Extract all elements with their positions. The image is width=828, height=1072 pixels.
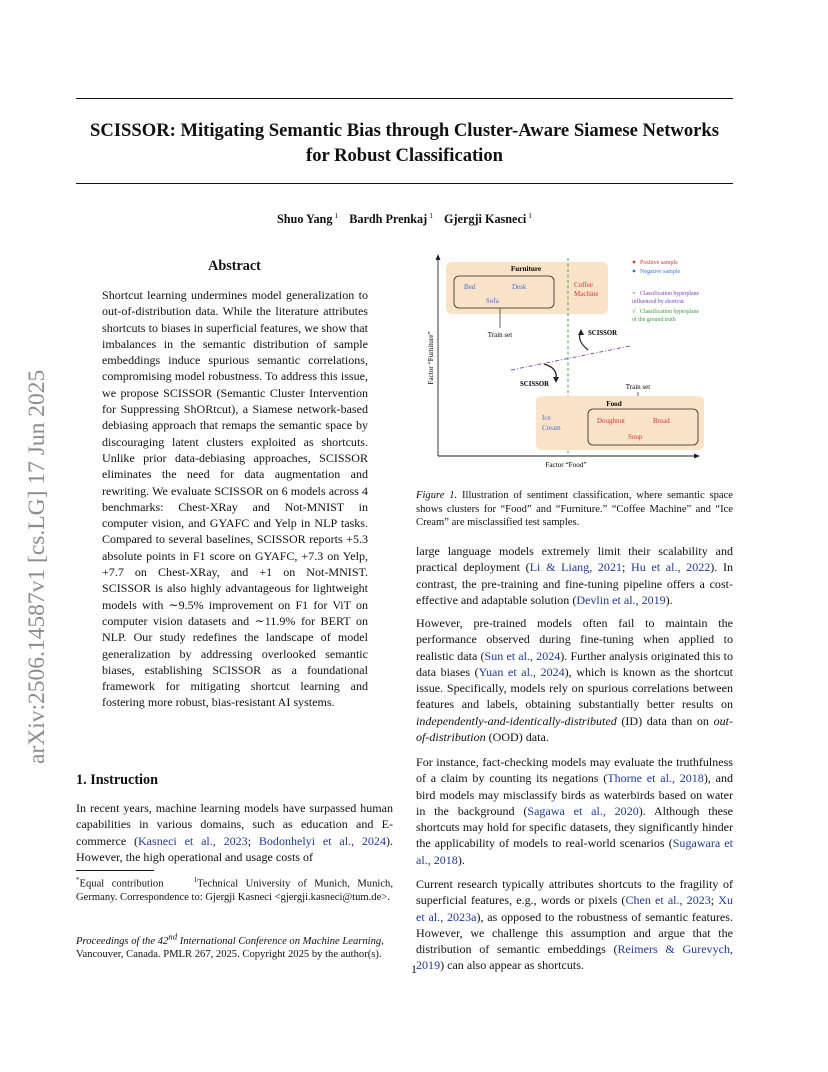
y-axis-arrow-icon xyxy=(436,254,441,260)
citation-link[interactable]: Li & Liang, 2021 xyxy=(529,560,622,575)
citation-link[interactable]: Thorne et al., 2018 xyxy=(607,771,704,786)
author: Bardh Prenkaj $^1$ xyxy=(349,211,433,227)
citation-link[interactable]: Reimers & Gurevych, 2019 xyxy=(416,942,733,973)
train-set-top-label: Train set xyxy=(487,331,513,339)
abstract-heading: Abstract xyxy=(208,258,261,274)
citation-link[interactable]: Sagawa et al., 2020 xyxy=(527,803,639,818)
paper-title xyxy=(76,118,733,168)
figure-1-diagram xyxy=(416,248,733,476)
sample-coffee-line1: Coffee xyxy=(574,281,593,289)
citation-link[interactable]: Devlin et al., 2019 xyxy=(576,592,666,607)
sample-desk: Desk xyxy=(512,283,527,291)
title-top-rule xyxy=(76,98,733,99)
arxiv-side-label: arXiv:2506.14587v1 [cs.LG] 17 Jun 2025 xyxy=(24,369,50,764)
citation-link[interactable]: Sun et al., 2024 xyxy=(484,648,561,663)
citation-link[interactable]: Sugawara et al., 2018 xyxy=(416,836,733,867)
proceedings-note: Proceedings of the 42nd International Conference on Machine Learning, Vancouver, Canada. PMLR 267, 2025. Copyright 2025 by the author(s). xyxy=(76,931,384,961)
legend-shortcut-2: influenced by shortcut xyxy=(632,299,684,305)
section-heading-introduction: 1. Instruction xyxy=(76,772,158,788)
sample-coffee-line2: Machine xyxy=(574,290,599,298)
figure-caption: Figure 1. Illustration of sentiment classification, where semantic space shows clusters for “Food” and “Furniture.” “Coffee Machine” and “Ice Cream” are misclassified test samples. xyxy=(416,490,733,529)
sample-doughnut: Doughnut xyxy=(597,417,625,425)
scissor-bottom-arrowhead-icon xyxy=(553,377,559,383)
sample-sofa: Sofa xyxy=(486,297,499,305)
body-paragraph: Current research typically attributes shortcuts to the fragility of superficial features, e.g., words or pixels (Chen et al., 2023; Xu et al., 2023a), as opposed to the robustness of semantic features. However, we challenge this assumption and argue that the distribution of semantic embeddings (Reimers & Gurevych, 2019) can also appear as shortcuts. xyxy=(416,877,733,973)
x-axis-arrow-icon xyxy=(694,454,700,459)
legend-shortcut-1: Classification hyperplane xyxy=(640,291,700,297)
title-bottom-rule xyxy=(76,183,733,184)
sample-bed: Bed xyxy=(464,283,476,291)
title-line-2: for Robust Classification xyxy=(306,145,503,166)
furniture-label: Furniture xyxy=(510,265,542,273)
citation-link[interactable]: Chen et al., 2023 xyxy=(625,893,711,908)
scissor-bottom-arrow xyxy=(544,364,556,379)
intro-paragraph: In recent years, machine learning models have surpassed human capabilities in various domains, such as education and E-commerce (Kasneci et al., 2023; Bodonhelyi et al., 2024). However, the high operational and usage costs of xyxy=(76,801,394,864)
negative-dot-icon xyxy=(633,270,636,273)
legend-truth-2: of the ground truth xyxy=(632,317,676,323)
shortcut-hyperplane xyxy=(511,346,630,370)
footnote: *Equal contribution $^1$Technical University of Munich, Munich, Germany. Correspondence to: Gjergji Kasneci <gjergji.kasneci@tum.de>. xyxy=(76,876,393,904)
abstract-text: Shortcut learning undermines model generalization to out-of-distribution data. While the literature attributes shortcuts to biases in superficial features, we show that imbalances in the semantic distribution of sample embeddings induce spurious semantic correlations, compromising model robustness. To address this issue, we propose SCISSOR (Semantic Cluster Intervention for Suppressing ShORtcut), a Siamese network-based debiasing approach that remaps the semantic space by discouraging latent clusters exploited as shortcuts. Unlike prior data-debiasing approaches, SCISSOR eliminates the need for data augmentation and rewriting. We evaluate SCISSOR on 6 models across 4 benchmarks: Chest-XRay and Not-MNIST in computer vision, and GYAFC and Yelp in NLP tasks. Compared to several baselines, SCISSOR reports +5.3 absolute points in F1 score on GYAFC, +7.3 on Yelp, +7.7 on Chest-XRay, and +1 on Not-MNIST. SCISSOR is also highly advantageous for lightweight models with ∼9.5% improvement on F1 for ViT on computer vision datasets and ∼11.9% for BERT on NLP. Our study redefines the landscape of model generalization by addressing overlooked semantic biases, establishing SCISSOR as a foundational framework for mitigating shortcut learning and fostering more robust, bias-resistant AI systems. xyxy=(102,288,368,710)
sample-ice-line2: Cream xyxy=(542,424,561,432)
sample-soup: Soup xyxy=(628,433,643,441)
author: Shuo Yang $^1$ xyxy=(276,211,339,227)
citation-link[interactable]: Hu et al., 2022 xyxy=(631,560,711,575)
title-line-1: SCISSOR: Mitigating Semantic Bias through Cluster-Aware Siamese Networks xyxy=(90,120,719,141)
cross-icon: × xyxy=(632,290,636,297)
scissor-top-arrowhead-icon xyxy=(578,329,584,335)
scissor-top-label: SCISSOR xyxy=(588,330,618,337)
sample-bread: Bread xyxy=(653,417,670,425)
author: Gjergji Kasneci $^1$ xyxy=(444,211,533,227)
food-label: Food xyxy=(606,400,622,408)
y-axis-label: Factor “Furniture” xyxy=(427,331,435,385)
figure-legend xyxy=(632,260,700,323)
footnote-rule xyxy=(76,870,154,871)
body-paragraph: For instance, fact-checking models may evaluate the truthfulness of a claim by counting its negations (Thorne et al., 2018), and bird models may misclassify birds as waterbirds based on water in the background (Sagawa et al., 2020). Although these shortcuts may hold for specific datasets, they significantly hinder the applicability of models to real-world scenarios (Sugawara et al., 2018). xyxy=(416,755,733,867)
legend-positive: Positive sample xyxy=(640,260,678,266)
body-paragraph: large language models extremely limit their scalability and practical deployment (Li & Liang, 2021; Hu et al., 2022). In contrast, the pre-training and fine-tuning pipeline offers a cost-effective and adaptable solution (Devlin et al., 2019). xyxy=(416,544,734,607)
positive-dot-icon xyxy=(633,261,636,264)
check-icon: √ xyxy=(632,308,636,315)
train-set-bottom-label: Train set xyxy=(625,383,651,391)
scissor-bottom-label: SCISSOR xyxy=(520,381,550,388)
citation-link[interactable]: Kasneci et al., 2023 xyxy=(137,833,248,848)
legend-negative: Negative sample xyxy=(640,269,681,275)
author-list xyxy=(76,211,733,227)
legend-truth-1: Classification hyperplane xyxy=(640,309,700,315)
citation-link[interactable]: Bodonhelyi et al., 2024 xyxy=(258,833,386,848)
citation-link[interactable]: Xu et al., 2023a xyxy=(416,893,733,924)
x-axis-label: Factor “Food” xyxy=(545,461,587,469)
body-paragraph: However, pre-trained models often fail to maintain the performance observed during fine-tuning when applied to realistic data (Sun et al., 2024). Further analysis originated this to data biases (Yuan et al., 2024), which is known as the shortcut issue. Specifically, models rely on spurious correlations between features and labels, obtaining substantially better results on independently-and-identically-distributed (ID) data than on out-of-distribution (OOD) data. xyxy=(416,616,733,745)
citation-link[interactable]: Yuan et al., 2024 xyxy=(478,664,565,679)
sample-ice-line1: Ice xyxy=(542,414,551,422)
page-number: 1 xyxy=(411,962,417,976)
